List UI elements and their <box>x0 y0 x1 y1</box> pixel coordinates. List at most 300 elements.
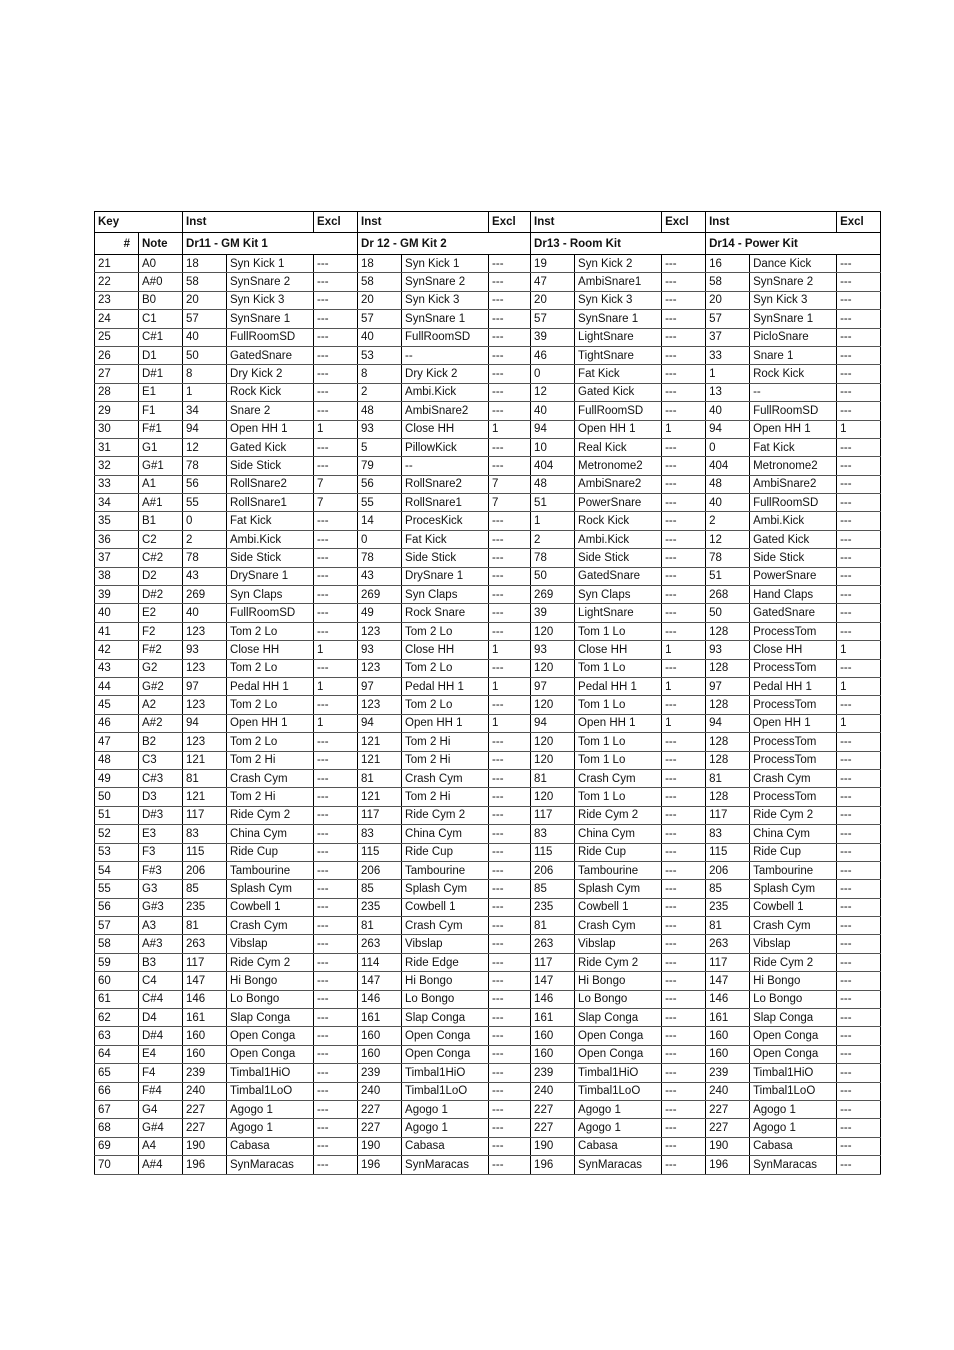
table-row <box>95 733 881 751</box>
kit4-inst-name-cell: ProcessTom <box>750 733 837 751</box>
kit2-excl-cell: --- <box>489 1064 531 1082</box>
kit2-inst-number-cell: 57 <box>358 310 402 328</box>
kit1-inst-number-cell: 43 <box>183 567 227 585</box>
header-inst-kit3: Inst <box>531 212 662 233</box>
kit4-excl-cell: --- <box>837 402 881 420</box>
kit4-inst-name-cell: ProcessTom <box>750 751 837 769</box>
kit4-inst-number-cell: 37 <box>706 328 750 346</box>
kit2-inst-name-cell: Agogo 1 <box>402 1100 489 1118</box>
key-number-cell: 28 <box>95 383 139 401</box>
kit3-excl-cell: --- <box>662 475 706 493</box>
kit4-inst-number-cell: 268 <box>706 586 750 604</box>
kit3-excl-cell: --- <box>662 365 706 383</box>
table-row <box>95 825 881 843</box>
kit4-inst-name-cell: Open Conga <box>750 1045 837 1063</box>
kit1-excl-cell: --- <box>314 310 358 328</box>
key-number-cell: 66 <box>95 1082 139 1100</box>
kit3-inst-name-cell: Ambi.Kick <box>575 530 662 548</box>
kit3-inst-name-cell: Timbal1LoO <box>575 1082 662 1100</box>
kit2-inst-number-cell: 18 <box>358 255 402 273</box>
kit2-inst-number-cell: 235 <box>358 898 402 916</box>
header-inst-kit1: Inst <box>183 212 314 233</box>
kit2-inst-name-cell: Tom 2 Lo <box>402 659 489 677</box>
kit2-inst-name-cell: Ambi.Kick <box>402 383 489 401</box>
kit2-inst-name-cell: Ride Edge <box>402 953 489 971</box>
kit3-inst-name-cell: Slap Conga <box>575 1009 662 1027</box>
kit2-excl-cell: --- <box>489 549 531 567</box>
kit4-excl-cell: --- <box>837 1119 881 1137</box>
kit4-excl-cell: --- <box>837 825 881 843</box>
kit1-inst-number-cell: 40 <box>183 604 227 622</box>
kit3-inst-name-cell: Metronome2 <box>575 457 662 475</box>
kit1-inst-name-cell: Side Stick <box>227 457 314 475</box>
kit2-excl-cell: --- <box>489 659 531 677</box>
kit2-inst-name-cell: SynSnare 2 <box>402 273 489 291</box>
kit3-inst-name-cell: Syn Kick 2 <box>575 255 662 273</box>
table-row <box>95 696 881 714</box>
kit2-excl-cell: --- <box>489 586 531 604</box>
note-name-cell: B1 <box>139 512 183 530</box>
kit1-inst-number-cell: 263 <box>183 935 227 953</box>
kit1-inst-number-cell: 160 <box>183 1045 227 1063</box>
kit2-inst-name-cell: Timbal1HiO <box>402 1064 489 1082</box>
kit1-excl-cell: 7 <box>314 475 358 493</box>
kit4-excl-cell: --- <box>837 990 881 1008</box>
note-name-cell: F#3 <box>139 861 183 879</box>
kit3-inst-number-cell: 57 <box>531 310 575 328</box>
kit3-inst-name-cell: Timbal1HiO <box>575 1064 662 1082</box>
kit2-excl-cell: --- <box>489 512 531 530</box>
kit3-inst-name-cell: Ride Cup <box>575 843 662 861</box>
key-number-cell: 58 <box>95 935 139 953</box>
kit4-excl-cell: --- <box>837 935 881 953</box>
note-name-cell: A#4 <box>139 1156 183 1174</box>
kit1-excl-cell: 1 <box>314 677 358 695</box>
kit1-excl-cell: --- <box>314 346 358 364</box>
kit3-excl-cell: --- <box>662 438 706 456</box>
key-number-cell: 54 <box>95 861 139 879</box>
kit1-inst-number-cell: 235 <box>183 898 227 916</box>
kit2-inst-number-cell: 43 <box>358 567 402 585</box>
table-row <box>95 365 881 383</box>
kit1-inst-number-cell: 123 <box>183 622 227 640</box>
kit4-inst-number-cell: 20 <box>706 291 750 309</box>
table-row <box>95 291 881 309</box>
kit4-inst-name-cell: Gated Kick <box>750 530 837 548</box>
kit4-inst-name-cell: ProcessTom <box>750 696 837 714</box>
kit4-excl-cell: --- <box>837 953 881 971</box>
kit2-excl-cell: --- <box>489 843 531 861</box>
key-number-cell: 27 <box>95 365 139 383</box>
kit2-inst-number-cell: 239 <box>358 1064 402 1082</box>
kit1-inst-number-cell: 78 <box>183 457 227 475</box>
kit3-inst-name-cell: Tom 1 Lo <box>575 733 662 751</box>
kit1-inst-name-cell: Side Stick <box>227 549 314 567</box>
kit1-excl-cell: --- <box>314 622 358 640</box>
kit4-inst-number-cell: 50 <box>706 604 750 622</box>
kit2-inst-name-cell: Tom 2 Lo <box>402 622 489 640</box>
kit3-excl-cell: --- <box>662 622 706 640</box>
kit1-excl-cell: --- <box>314 806 358 824</box>
kit1-excl-cell: --- <box>314 935 358 953</box>
kit3-inst-name-cell: Tom 1 Lo <box>575 659 662 677</box>
kit1-inst-number-cell: 147 <box>183 972 227 990</box>
kit3-excl-cell: --- <box>662 567 706 585</box>
kit-name-2: Dr 12 - GM Kit 2 <box>358 233 531 255</box>
kit4-inst-number-cell: 128 <box>706 622 750 640</box>
kit1-excl-cell: --- <box>314 1119 358 1137</box>
kit1-inst-name-cell: Close HH <box>227 641 314 659</box>
kit4-excl-cell: --- <box>837 880 881 898</box>
kit3-inst-number-cell: 269 <box>531 586 575 604</box>
kit2-inst-number-cell: 121 <box>358 751 402 769</box>
kit2-excl-cell: 1 <box>489 641 531 659</box>
kit2-inst-name-cell: SynMaracas <box>402 1156 489 1174</box>
kit4-excl-cell: --- <box>837 898 881 916</box>
kit3-inst-name-cell: Agogo 1 <box>575 1100 662 1118</box>
kit3-excl-cell: --- <box>662 530 706 548</box>
kit2-inst-number-cell: 123 <box>358 622 402 640</box>
kit4-inst-name-cell: Syn Kick 3 <box>750 291 837 309</box>
table-row <box>95 917 881 935</box>
note-name-cell: D4 <box>139 1009 183 1027</box>
key-number-cell: 48 <box>95 751 139 769</box>
kit4-inst-name-cell: Open Conga <box>750 1027 837 1045</box>
kit2-excl-cell: 1 <box>489 420 531 438</box>
kit3-excl-cell: --- <box>662 1137 706 1155</box>
kit1-excl-cell: --- <box>314 769 358 787</box>
kit3-inst-number-cell: 51 <box>531 494 575 512</box>
kit4-inst-name-cell: SynSnare 1 <box>750 310 837 328</box>
kit4-inst-name-cell: SynSnare 2 <box>750 273 837 291</box>
note-name-cell: G#4 <box>139 1119 183 1137</box>
kit3-inst-name-cell: Tom 1 Lo <box>575 751 662 769</box>
kit4-inst-name-cell: Timbal1HiO <box>750 1064 837 1082</box>
kit1-inst-number-cell: 227 <box>183 1119 227 1137</box>
kit4-inst-name-cell: Vibslap <box>750 935 837 953</box>
kit2-excl-cell: --- <box>489 733 531 751</box>
kit2-excl-cell: --- <box>489 990 531 1008</box>
kit3-inst-number-cell: 2 <box>531 530 575 548</box>
kit1-excl-cell: --- <box>314 1045 358 1063</box>
table-row <box>95 273 881 291</box>
kit4-excl-cell: --- <box>837 1082 881 1100</box>
kit1-excl-cell: 1 <box>314 714 358 732</box>
key-number-cell: 43 <box>95 659 139 677</box>
kit3-excl-cell: --- <box>662 291 706 309</box>
table-row <box>95 935 881 953</box>
kit3-inst-number-cell: 20 <box>531 291 575 309</box>
kit3-excl-cell: --- <box>662 494 706 512</box>
kit2-inst-name-cell: Tambourine <box>402 861 489 879</box>
kit3-excl-cell: --- <box>662 1064 706 1082</box>
kit1-inst-name-cell: FullRoomSD <box>227 328 314 346</box>
kit4-inst-name-cell: PicloSnare <box>750 328 837 346</box>
kit3-inst-name-cell: Splash Cym <box>575 880 662 898</box>
kit2-excl-cell: --- <box>489 604 531 622</box>
kit4-inst-name-cell: Ride Cym 2 <box>750 953 837 971</box>
kit1-inst-name-cell: Open Conga <box>227 1027 314 1045</box>
kit1-excl-cell: --- <box>314 567 358 585</box>
kit2-excl-cell: --- <box>489 273 531 291</box>
kit2-inst-name-cell: -- <box>402 457 489 475</box>
kit3-excl-cell: --- <box>662 1119 706 1137</box>
kit4-excl-cell: --- <box>837 1045 881 1063</box>
kit3-excl-cell: --- <box>662 972 706 990</box>
kit4-inst-number-cell: 78 <box>706 549 750 567</box>
kit2-inst-name-cell: Syn Kick 1 <box>402 255 489 273</box>
kit1-inst-name-cell: Vibslap <box>227 935 314 953</box>
kit2-inst-number-cell: 53 <box>358 346 402 364</box>
key-number-cell: 61 <box>95 990 139 1008</box>
key-number-cell: 36 <box>95 530 139 548</box>
kit4-inst-name-cell: Cabasa <box>750 1137 837 1155</box>
kit1-inst-number-cell: 50 <box>183 346 227 364</box>
kit2-inst-name-cell: Tom 2 Lo <box>402 696 489 714</box>
kit2-inst-name-cell: PillowKick <box>402 438 489 456</box>
kit4-inst-number-cell: 128 <box>706 751 750 769</box>
kit3-excl-cell: --- <box>662 898 706 916</box>
kit3-inst-number-cell: 146 <box>531 990 575 1008</box>
kit4-inst-number-cell: 160 <box>706 1027 750 1045</box>
table-row <box>95 641 881 659</box>
kit2-inst-name-cell: Close HH <box>402 420 489 438</box>
kit3-excl-cell: --- <box>662 659 706 677</box>
kit1-inst-number-cell: 40 <box>183 328 227 346</box>
kit3-inst-number-cell: 196 <box>531 1156 575 1174</box>
kit4-excl-cell: --- <box>837 604 881 622</box>
note-name-cell: G2 <box>139 659 183 677</box>
table-row <box>95 1045 881 1063</box>
kit4-inst-name-cell: Open HH 1 <box>750 714 837 732</box>
kit1-inst-name-cell: Ambi.Kick <box>227 530 314 548</box>
kit2-inst-number-cell: 83 <box>358 825 402 843</box>
kit2-excl-cell: --- <box>489 291 531 309</box>
kit3-inst-name-cell: Ride Cym 2 <box>575 806 662 824</box>
table-row <box>95 843 881 861</box>
kit2-excl-cell: --- <box>489 346 531 364</box>
table-row <box>95 549 881 567</box>
kit3-excl-cell: --- <box>662 383 706 401</box>
table-row <box>95 788 881 806</box>
kit4-inst-name-cell: Pedal HH 1 <box>750 677 837 695</box>
kit3-inst-number-cell: 190 <box>531 1137 575 1155</box>
kit1-excl-cell: --- <box>314 549 358 567</box>
kit1-inst-number-cell: 55 <box>183 494 227 512</box>
kit3-excl-cell: --- <box>662 549 706 567</box>
kit1-inst-name-cell: Agogo 1 <box>227 1100 314 1118</box>
kit4-inst-number-cell: 1 <box>706 365 750 383</box>
note-name-cell: F1 <box>139 402 183 420</box>
kit4-inst-name-cell: Splash Cym <box>750 880 837 898</box>
key-number-cell: 35 <box>95 512 139 530</box>
table-row <box>95 1027 881 1045</box>
kit2-inst-number-cell: 79 <box>358 457 402 475</box>
kit1-inst-name-cell: Ride Cup <box>227 843 314 861</box>
kit2-inst-name-cell: Cowbell 1 <box>402 898 489 916</box>
kit4-excl-cell: --- <box>837 494 881 512</box>
kit1-excl-cell: --- <box>314 273 358 291</box>
kit2-inst-name-cell: Hi Bongo <box>402 972 489 990</box>
note-name-cell: D#2 <box>139 586 183 604</box>
kit4-inst-name-cell: Hi Bongo <box>750 972 837 990</box>
kit4-inst-number-cell: 206 <box>706 861 750 879</box>
kit4-inst-name-cell: GatedSnare <box>750 604 837 622</box>
kit3-excl-cell: --- <box>662 825 706 843</box>
kit3-inst-number-cell: 39 <box>531 328 575 346</box>
note-name-cell: F3 <box>139 843 183 861</box>
kit4-excl-cell: --- <box>837 586 881 604</box>
kit1-inst-name-cell: Splash Cym <box>227 880 314 898</box>
kit2-inst-name-cell: Tom 2 Hi <box>402 733 489 751</box>
kit3-inst-number-cell: 93 <box>531 641 575 659</box>
kit2-inst-number-cell: 121 <box>358 733 402 751</box>
kit3-inst-number-cell: 85 <box>531 880 575 898</box>
key-number-cell: 65 <box>95 1064 139 1082</box>
key-number-cell: 68 <box>95 1119 139 1137</box>
kit3-excl-cell: --- <box>662 990 706 1008</box>
kit3-excl-cell: --- <box>662 328 706 346</box>
table-row <box>95 494 881 512</box>
kit2-inst-number-cell: 5 <box>358 438 402 456</box>
kit1-excl-cell: --- <box>314 861 358 879</box>
note-name-cell: C#2 <box>139 549 183 567</box>
kit3-excl-cell: --- <box>662 917 706 935</box>
kit3-inst-name-cell: Close HH <box>575 641 662 659</box>
kit1-inst-number-cell: 123 <box>183 659 227 677</box>
kit4-excl-cell: --- <box>837 659 881 677</box>
key-number-cell: 44 <box>95 677 139 695</box>
kit1-excl-cell: --- <box>314 255 358 273</box>
kit2-excl-cell: --- <box>489 1119 531 1137</box>
kit1-inst-name-cell: SynSnare 2 <box>227 273 314 291</box>
table-row <box>95 383 881 401</box>
kit3-inst-name-cell: Syn Claps <box>575 586 662 604</box>
kit4-excl-cell: --- <box>837 917 881 935</box>
kit1-inst-name-cell: Tom 2 Lo <box>227 696 314 714</box>
kit1-excl-cell: --- <box>314 1100 358 1118</box>
kit4-excl-cell: --- <box>837 1064 881 1082</box>
kit3-inst-name-cell: Tom 1 Lo <box>575 622 662 640</box>
kit4-excl-cell: --- <box>837 751 881 769</box>
kit3-inst-number-cell: 147 <box>531 972 575 990</box>
kit2-inst-name-cell: AmbiSnare2 <box>402 402 489 420</box>
kit4-excl-cell: --- <box>837 383 881 401</box>
kit2-excl-cell: 1 <box>489 677 531 695</box>
kit3-excl-cell: --- <box>662 1045 706 1063</box>
kit4-excl-cell: --- <box>837 310 881 328</box>
kit2-inst-number-cell: 81 <box>358 917 402 935</box>
kit3-excl-cell: --- <box>662 586 706 604</box>
kit3-inst-number-cell: 120 <box>531 733 575 751</box>
kit1-inst-name-cell: Cowbell 1 <box>227 898 314 916</box>
kit2-excl-cell: --- <box>489 1009 531 1027</box>
key-number-cell: 38 <box>95 567 139 585</box>
key-number-cell: 23 <box>95 291 139 309</box>
kit4-inst-number-cell: 85 <box>706 880 750 898</box>
kit3-excl-cell: 1 <box>662 677 706 695</box>
note-name-cell: D#3 <box>139 806 183 824</box>
kit4-inst-number-cell: 94 <box>706 714 750 732</box>
kit2-excl-cell: --- <box>489 310 531 328</box>
kit1-excl-cell: --- <box>314 696 358 714</box>
kit3-inst-number-cell: 0 <box>531 365 575 383</box>
kit2-excl-cell: --- <box>489 255 531 273</box>
kit3-inst-number-cell: 404 <box>531 457 575 475</box>
kit4-excl-cell: --- <box>837 769 881 787</box>
note-name-cell: B3 <box>139 953 183 971</box>
header-excl-kit4: Excl <box>837 212 881 233</box>
kit4-excl-cell: --- <box>837 365 881 383</box>
kit3-excl-cell: --- <box>662 788 706 806</box>
key-number-cell: 32 <box>95 457 139 475</box>
kit4-excl-cell: --- <box>837 273 881 291</box>
table-row <box>95 346 881 364</box>
kit2-excl-cell: --- <box>489 622 531 640</box>
kit3-inst-number-cell: 120 <box>531 659 575 677</box>
kit3-inst-name-cell: Cabasa <box>575 1137 662 1155</box>
table-row <box>95 861 881 879</box>
kit4-excl-cell: 1 <box>837 677 881 695</box>
kit2-inst-number-cell: 94 <box>358 714 402 732</box>
table-row <box>95 751 881 769</box>
kit2-inst-name-cell: Splash Cym <box>402 880 489 898</box>
kit1-inst-number-cell: 78 <box>183 549 227 567</box>
kit3-excl-cell: --- <box>662 935 706 953</box>
kit3-inst-name-cell: LightSnare <box>575 604 662 622</box>
kit2-inst-name-cell: Close HH <box>402 641 489 659</box>
kit1-inst-number-cell: 81 <box>183 917 227 935</box>
kit3-inst-number-cell: 239 <box>531 1064 575 1082</box>
kit3-inst-name-cell: Pedal HH 1 <box>575 677 662 695</box>
kit1-excl-cell: --- <box>314 880 358 898</box>
kit3-inst-number-cell: 50 <box>531 567 575 585</box>
kit3-excl-cell: --- <box>662 346 706 364</box>
note-name-cell: A#1 <box>139 494 183 512</box>
kit3-inst-number-cell: 117 <box>531 806 575 824</box>
kit3-inst-number-cell: 235 <box>531 898 575 916</box>
note-name-cell: F2 <box>139 622 183 640</box>
kit3-inst-name-cell: Side Stick <box>575 549 662 567</box>
kit3-inst-number-cell: 47 <box>531 273 575 291</box>
kit1-inst-name-cell: Ride Cym 2 <box>227 806 314 824</box>
kit1-excl-cell: 1 <box>314 420 358 438</box>
kit1-excl-cell: --- <box>314 953 358 971</box>
note-name-cell: A4 <box>139 1137 183 1155</box>
note-name-cell: C#3 <box>139 769 183 787</box>
kit3-inst-number-cell: 83 <box>531 825 575 843</box>
kit3-inst-number-cell: 117 <box>531 953 575 971</box>
table-row <box>95 567 881 585</box>
note-name-cell: G3 <box>139 880 183 898</box>
kit4-excl-cell: --- <box>837 733 881 751</box>
table-row <box>95 972 881 990</box>
kit2-inst-name-cell: Side Stick <box>402 549 489 567</box>
kit2-inst-number-cell: 55 <box>358 494 402 512</box>
key-number-cell: 25 <box>95 328 139 346</box>
kit3-inst-number-cell: 120 <box>531 622 575 640</box>
kit3-inst-name-cell: GatedSnare <box>575 567 662 585</box>
key-number-cell: 42 <box>95 641 139 659</box>
kit1-inst-name-cell: Open HH 1 <box>227 420 314 438</box>
note-name-cell: A1 <box>139 475 183 493</box>
kit1-inst-number-cell: 8 <box>183 365 227 383</box>
kit2-inst-name-cell: -- <box>402 346 489 364</box>
note-name-cell: A3 <box>139 917 183 935</box>
kit3-inst-number-cell: 1 <box>531 512 575 530</box>
header-note: Note <box>139 233 183 255</box>
kit3-excl-cell: --- <box>662 457 706 475</box>
